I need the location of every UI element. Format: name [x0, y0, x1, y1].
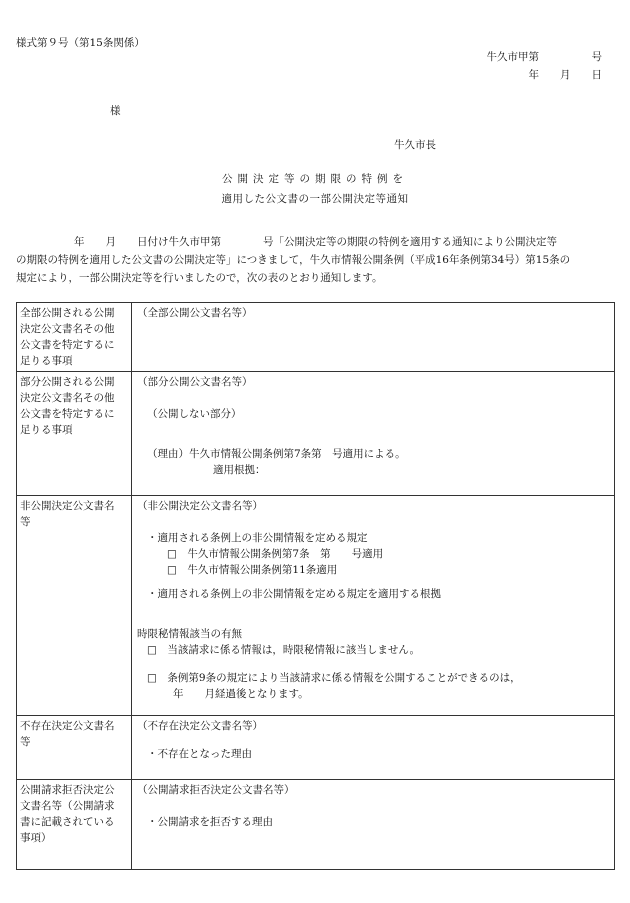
row-content-nonexistence [132, 716, 615, 780]
applied-rule-basis: ・適用される条例上の非公開情報を定める規定を適用する根拠 [147, 588, 441, 600]
request-refusal-reason: ・公開請求を拒否する理由 [147, 816, 273, 828]
checkbox-article-11: □ 牛久市情報公開条例第11条適用 [167, 564, 338, 576]
row-label-full-disclosure [17, 303, 132, 372]
label-line: 部分公開される公開 [20, 376, 115, 388]
row-content-request-refusal [132, 780, 615, 870]
row-label-nonexistence [17, 716, 132, 780]
partial-disclosure-doc-name: （部分公開公文書名等） [137, 376, 253, 388]
label-line: 決定公文書名その他 [20, 323, 115, 335]
document-date: 年 月 日 [528, 69, 602, 81]
label-line: 等 [20, 516, 31, 528]
row-label-request-refusal [17, 780, 132, 870]
label-line: 足りる事項 [20, 424, 73, 436]
sender: 牛久市長 [394, 139, 436, 151]
title-line-1: 公開決定等の期限の特例を [222, 173, 408, 185]
row-label-partial-disclosure [17, 372, 132, 496]
full-disclosure-doc-name: （全部公開公文書名等） [137, 307, 253, 319]
disclosure-table [16, 302, 615, 870]
non-disclosure-doc-name: （非公開決定公文書名等） [137, 500, 263, 512]
checkbox-article-7: □ 牛久市情報公開条例第7条 第 号適用 [167, 548, 384, 560]
label-line: 書に記載されている [20, 816, 115, 828]
label-line: 等 [20, 736, 31, 748]
label-line: 不存在決定公文書名 [20, 720, 115, 732]
applied-rule: ・適用される条例上の非公開情報を定める規定 [147, 532, 368, 544]
request-refusal-doc-name: （公開請求拒否決定公文書名等） [137, 784, 295, 796]
row-content-partial-disclosure [132, 372, 615, 496]
timed-secret-option-2-cont: 年 月経過後となります。 [173, 688, 309, 700]
timed-secret-heading: 時限秘情報該当の有無 [137, 628, 242, 640]
nonexistence-reason: ・不存在となった理由 [147, 748, 252, 760]
body-line-3: 規定により，一部公開決定等を行いましたので，次の表のとおり通知します。 [16, 272, 383, 284]
label-line: 非公開決定公文書名 [20, 500, 115, 512]
body-line-1: 年 月 日付け牛久市甲第 号「公開決定等の期限の特例を適用する通知により公開決定等 [74, 236, 557, 248]
timed-secret-option-1: □ 当該請求に係る情報は，時限秘情報に該当しません。 [147, 644, 421, 656]
table-row-non-disclosure [17, 496, 615, 716]
label-line: 全部公開される公開 [20, 307, 115, 319]
body-line-2: の期限の特例を適用した公文書の公開決定等」につきまして，牛久市情報公開条例（平成16年条例第34号）第15条の [16, 254, 571, 266]
table-row-nonexistence [17, 716, 615, 780]
title-line-2: 適用した公文書の一部公開決定等通知 [221, 193, 409, 205]
not-disclosed-part: （公開しない部分） [147, 408, 242, 420]
row-content-non-disclosure [132, 496, 615, 716]
addressee: 様 [110, 105, 121, 117]
row-content-full-disclosure [132, 303, 615, 372]
label-line: 公開請求拒否決定公 [20, 784, 115, 796]
label-line: 公文書を特定するに [20, 339, 115, 351]
nonexistence-doc-name: （不存在決定公文書名等） [137, 720, 263, 732]
table-row-partial-disclosure [17, 372, 615, 496]
table-row-request-refusal [17, 780, 615, 870]
label-line: 文書名等（公開請求 [20, 800, 115, 812]
row-label-non-disclosure [17, 496, 132, 716]
timed-secret-option-2: □ 条例第9条の規定により当該請求に係る情報を公開することができるのは， [147, 672, 521, 684]
label-line: 公文書を特定するに [20, 408, 115, 420]
label-line: 足りる事項 [20, 355, 73, 367]
body-text [16, 233, 616, 287]
partial-reason: （理由）牛久市情報公開条例第7条第 号適用による。 [147, 448, 406, 460]
partial-basis: 適用根拠： [213, 464, 266, 476]
table-row-full-disclosure [17, 303, 615, 372]
document-number: 牛久市甲第 号 [486, 51, 602, 63]
label-line: 決定公文書名その他 [20, 392, 115, 404]
label-line: 事項） [20, 832, 52, 844]
form-number: 様式第９号（第15条関係） [16, 37, 145, 49]
